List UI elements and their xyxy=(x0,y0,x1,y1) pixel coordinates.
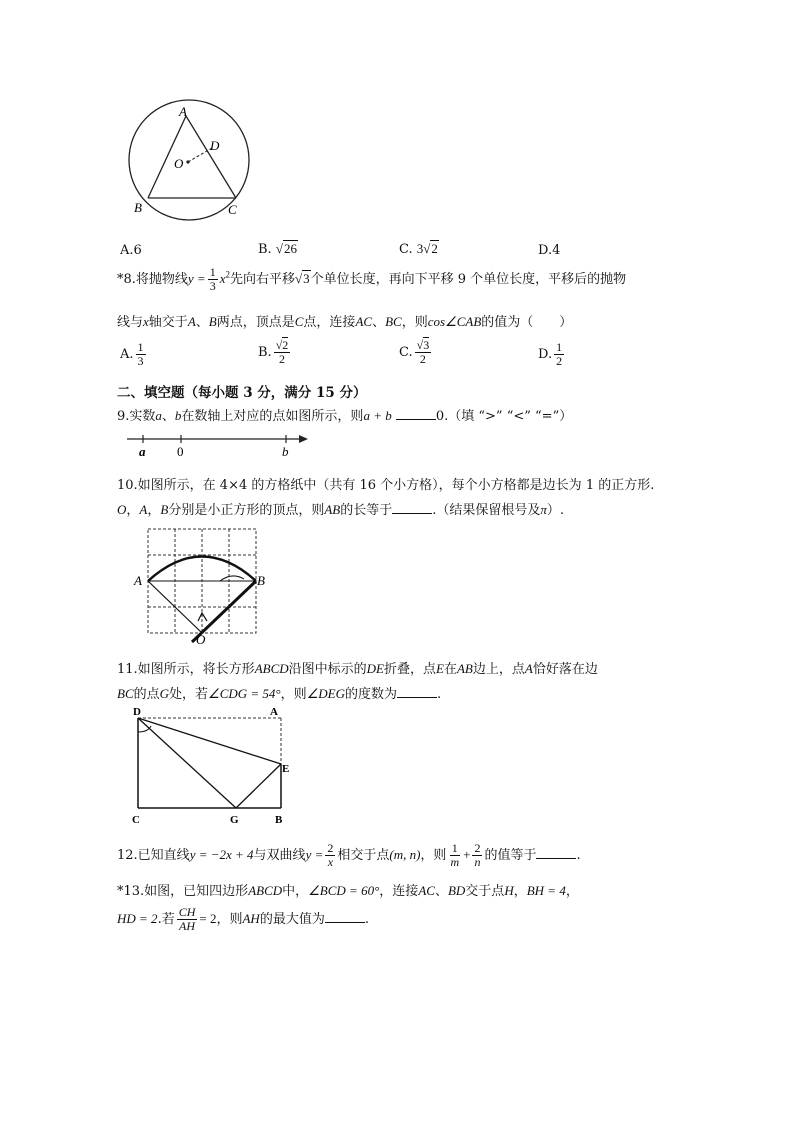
q10-label-B: B xyxy=(257,573,265,588)
q10-var-O: O xyxy=(117,502,127,517)
q10-sep2: ， xyxy=(147,503,161,518)
q12-frac2-den: n xyxy=(474,855,481,869)
q8-line2-d: 点，连接 xyxy=(303,315,356,330)
q13-frac-num: CH xyxy=(178,905,196,919)
q9-axis-zero: 0 xyxy=(177,444,184,459)
q13-line2-d: . xyxy=(364,912,369,927)
q12-frac xyxy=(325,842,335,869)
q8-var-A: A xyxy=(187,314,196,329)
q8-y-eq: y = xyxy=(187,271,206,286)
q12-frac1-den: m xyxy=(450,855,460,869)
q8-option-d-label: D. xyxy=(538,347,553,362)
q8-option-b-frac xyxy=(274,339,291,366)
q7-option-c-coef: 3 xyxy=(416,241,424,256)
q8-line2-a: 线与 xyxy=(117,315,144,330)
q11-var-A: A xyxy=(524,661,533,676)
q8-option-b xyxy=(258,339,292,366)
q9-sep: 、 xyxy=(161,409,175,424)
q7-option-b-sqrt: √26 xyxy=(275,241,297,256)
q11-answer-blank[interactable] xyxy=(397,685,437,698)
q11-label-A: A xyxy=(270,706,278,718)
q12-frac2-num: 2 xyxy=(474,841,481,855)
q11-var-AB: AB xyxy=(456,661,473,676)
q10-tail2: .（结果保留根号及 xyxy=(432,503,541,518)
q13-var-AC: AC xyxy=(418,883,435,898)
q8-option-c-den: 2 xyxy=(419,352,426,366)
q10-var-B: B xyxy=(160,502,169,517)
q13-eq2: = 2 xyxy=(199,911,217,926)
q11-line1 xyxy=(117,658,598,677)
q13-line1 xyxy=(117,880,579,899)
q10-label-A: A xyxy=(134,573,142,588)
q7-option-a: A.6 xyxy=(120,243,142,258)
q8-option-a-den: 3 xyxy=(137,354,144,368)
q9-axis-b: b xyxy=(282,444,289,459)
q11-line2-b: 处，若 xyxy=(169,687,209,702)
q7-label-O: O xyxy=(174,156,184,171)
q13-answer-blank[interactable] xyxy=(325,910,365,923)
q8-option-d-num: 1 xyxy=(556,340,563,354)
q8-x: x xyxy=(219,271,226,286)
q8-option-b-radicand: 2 xyxy=(282,338,289,352)
q11-angle1: ∠CDG = 54° xyxy=(208,686,281,701)
q12-text xyxy=(117,842,581,869)
q13-line1-e: ， xyxy=(513,884,527,899)
q8-line2-b: 轴交于 xyxy=(148,315,188,330)
q9-var-a: a xyxy=(155,408,162,423)
q12-answer-blank[interactable] xyxy=(536,846,576,859)
q11-label-G: G xyxy=(230,814,239,826)
q8-var-AC: AC xyxy=(355,314,373,329)
q8-option-d xyxy=(538,341,566,368)
q11-label-E: E xyxy=(282,763,290,775)
q10-answer-blank[interactable] xyxy=(392,501,432,514)
q8-text2: 个单位长度，再向下平移 9 个单位长度，平移后的抛物 xyxy=(310,272,627,287)
q8-frac-num: 1 xyxy=(209,265,216,279)
q8-option-c-frac xyxy=(415,339,432,366)
q11-angle2: ∠DEG xyxy=(306,686,346,701)
q11-line2-c: ，则 xyxy=(280,687,307,702)
q11-label-C: C xyxy=(132,814,140,826)
q11-line1-c: 折叠，点 xyxy=(384,662,437,677)
q8-prefix: *8.将抛物线 xyxy=(117,272,188,287)
q8-cos: cos∠CAB xyxy=(427,314,482,329)
q11-var-DE: DE xyxy=(366,661,384,676)
q7-circle-figure xyxy=(126,96,266,226)
q11-line1-a: 11.如图所示，将长方形 xyxy=(117,662,255,677)
q11-var-BC: BC xyxy=(117,686,134,701)
q8-var-B: B xyxy=(208,314,217,329)
q12-f: . xyxy=(576,848,581,863)
q12-plus: + xyxy=(463,847,471,862)
q11-line2-e: . xyxy=(437,687,442,702)
q11-rectangle-figure xyxy=(126,702,296,828)
q13-line1-f: ， xyxy=(565,884,579,899)
q10-tail3: ）. xyxy=(546,503,565,518)
q12-line-eq: y = −2x + 4 xyxy=(189,847,254,862)
q8-option-b-den: 2 xyxy=(278,352,285,366)
q12-y-eq: y = xyxy=(305,847,324,862)
q13-hd: HD = 2 xyxy=(117,911,158,926)
q10-line2 xyxy=(117,499,564,518)
q13-bh: BH = 4 xyxy=(526,883,566,898)
q10-var-AB: AB xyxy=(324,502,341,517)
q12-b: 与双曲线 xyxy=(253,848,306,863)
q7-label-D: D xyxy=(210,138,220,153)
q8-fraction xyxy=(208,266,218,293)
q12-e: 的值等于 xyxy=(484,848,537,863)
q13-var-AH: AH xyxy=(242,911,260,926)
q12-frac1-num: 1 xyxy=(451,841,458,855)
q9-var-b: b xyxy=(174,408,182,423)
section-heading: 二、填空题（每小题 3 分，满分 15 分） xyxy=(117,385,367,401)
q8-option-a-num: 1 xyxy=(137,340,144,354)
q9-b: 在数轴上对应的点如图所示，则 xyxy=(181,409,364,424)
q8-option-c-label: C. xyxy=(399,345,413,360)
q13-var-BD: BD xyxy=(447,883,466,898)
q7-option-c-radicand: 2 xyxy=(431,241,438,256)
q9-a: 9.实数 xyxy=(117,409,156,424)
q10-sep1: ， xyxy=(126,503,140,518)
q8-line2-c: 两点，顶点是 xyxy=(216,315,295,330)
q9-text xyxy=(117,405,572,424)
q13-angle: ∠BCD = 60° xyxy=(308,883,380,898)
q13-line2 xyxy=(117,906,369,933)
q13-var-H: H xyxy=(504,883,514,898)
q12-a: 12.已知直线 xyxy=(117,848,190,863)
q8-line1 xyxy=(117,266,626,293)
q8-option-a-frac xyxy=(136,341,146,368)
q8-frac-den: 3 xyxy=(209,279,216,293)
q7-option-c-sqrt: 3√2 xyxy=(416,241,438,256)
q13-line2-c: 的最大值为 xyxy=(259,912,325,927)
q8-option-d-den: 2 xyxy=(556,354,563,368)
q8-text1: 先向右平移 xyxy=(229,272,295,287)
q9-c: 0.（填 “>” “<” “=”） xyxy=(435,409,573,424)
q8-sqrt: √3 xyxy=(295,271,310,286)
q12-point: (m, n) xyxy=(389,847,421,862)
q13-sep: 、 xyxy=(434,884,448,899)
q13-line1-a: *13.如图，已知四边形 xyxy=(117,884,249,899)
q11-label-D: D xyxy=(133,706,141,718)
q11-var-ABCD: ABCD xyxy=(254,661,289,676)
q8-var-BC: BC xyxy=(385,314,402,329)
q10-mid: 分别是小正方形的顶点，则 xyxy=(168,503,325,518)
q11-line1-d: 在 xyxy=(443,662,457,677)
q12-c: 相交于点 xyxy=(337,848,390,863)
q10-line1: 10.如图所示，在 4×4 的方格纸中（共有 16 个小方格），每个小方格都是边长为 1 的正方形. xyxy=(117,478,655,493)
q8-option-c xyxy=(399,339,433,366)
q8-var-C: C xyxy=(294,314,304,329)
q13-frac-den: AH xyxy=(179,919,196,933)
q11-var-G: G xyxy=(159,686,170,701)
q8-line2-e: ，则 xyxy=(401,315,428,330)
q8-option-a xyxy=(120,341,148,368)
q13-line2-b: ，则 xyxy=(216,912,243,927)
q11-line2-d: 的度数为 xyxy=(345,687,398,702)
q11-line2-a: 的点 xyxy=(133,687,160,702)
q8-option-c-radicand: 3 xyxy=(423,338,430,352)
q10-grid-figure xyxy=(132,524,277,646)
q12-frac-num: 2 xyxy=(327,841,334,855)
q8-line2-f: 的值为（ ） xyxy=(481,315,573,330)
q9-expr: a + b xyxy=(363,408,392,423)
q11-line2 xyxy=(117,683,441,702)
q7-option-c-label: C. xyxy=(399,242,413,257)
q8-option-b-label: B. xyxy=(258,345,272,360)
q9-answer-blank[interactable] xyxy=(396,407,436,420)
q9-axis-a: a xyxy=(139,444,146,459)
q11-line1-f: 恰好落在边 xyxy=(532,662,598,677)
q12-frac-den: x xyxy=(327,855,334,869)
q8-sep1: 、 xyxy=(195,315,209,330)
q8-option-c-num: √3 xyxy=(416,338,430,352)
q7-option-d: D.4 xyxy=(538,243,561,258)
q10-label-O: O xyxy=(196,632,206,646)
q10-tail1: 的长等于 xyxy=(340,503,393,518)
q7-option-b xyxy=(258,241,298,257)
q7-option-c xyxy=(399,241,439,257)
q12-frac2 xyxy=(472,842,482,869)
q11-line1-e: 边上，点 xyxy=(472,662,525,677)
q10-var-A: A xyxy=(139,502,148,517)
q11-line1-b: 沿图中标示的 xyxy=(288,662,367,677)
q13-line2-a: .若 xyxy=(157,912,175,927)
q8-line2 xyxy=(117,311,572,330)
q13-var-ABCD: ABCD xyxy=(248,883,283,898)
q11-label-B: B xyxy=(275,814,283,826)
q7-label-A: A xyxy=(179,104,187,119)
q7-option-b-radicand: 26 xyxy=(283,241,297,256)
q12-d: ，则 xyxy=(420,848,447,863)
q8-radicand: 3 xyxy=(303,271,310,286)
q13-line1-d: 交于点 xyxy=(465,884,505,899)
q9-number-line xyxy=(125,430,310,460)
q11-var-E: E xyxy=(436,661,444,676)
q7-label-B: B xyxy=(134,200,142,215)
q8-option-b-num: √2 xyxy=(275,338,289,352)
q13-line1-b: 中， xyxy=(282,884,309,899)
q8-option-a-label: A. xyxy=(120,347,134,362)
q8-var-x: x xyxy=(143,314,149,329)
q7-option-b-label: B. xyxy=(258,242,272,257)
q13-line1-c: ，连接 xyxy=(379,884,419,899)
q12-frac1 xyxy=(448,842,461,869)
q10-pi: π xyxy=(540,502,547,517)
q8-option-d-frac xyxy=(554,341,564,368)
q8-sep2: 、 xyxy=(372,315,386,330)
q7-label-C: C xyxy=(228,202,237,217)
q13-frac xyxy=(177,906,198,933)
q8-superscript: 2 xyxy=(225,269,230,280)
